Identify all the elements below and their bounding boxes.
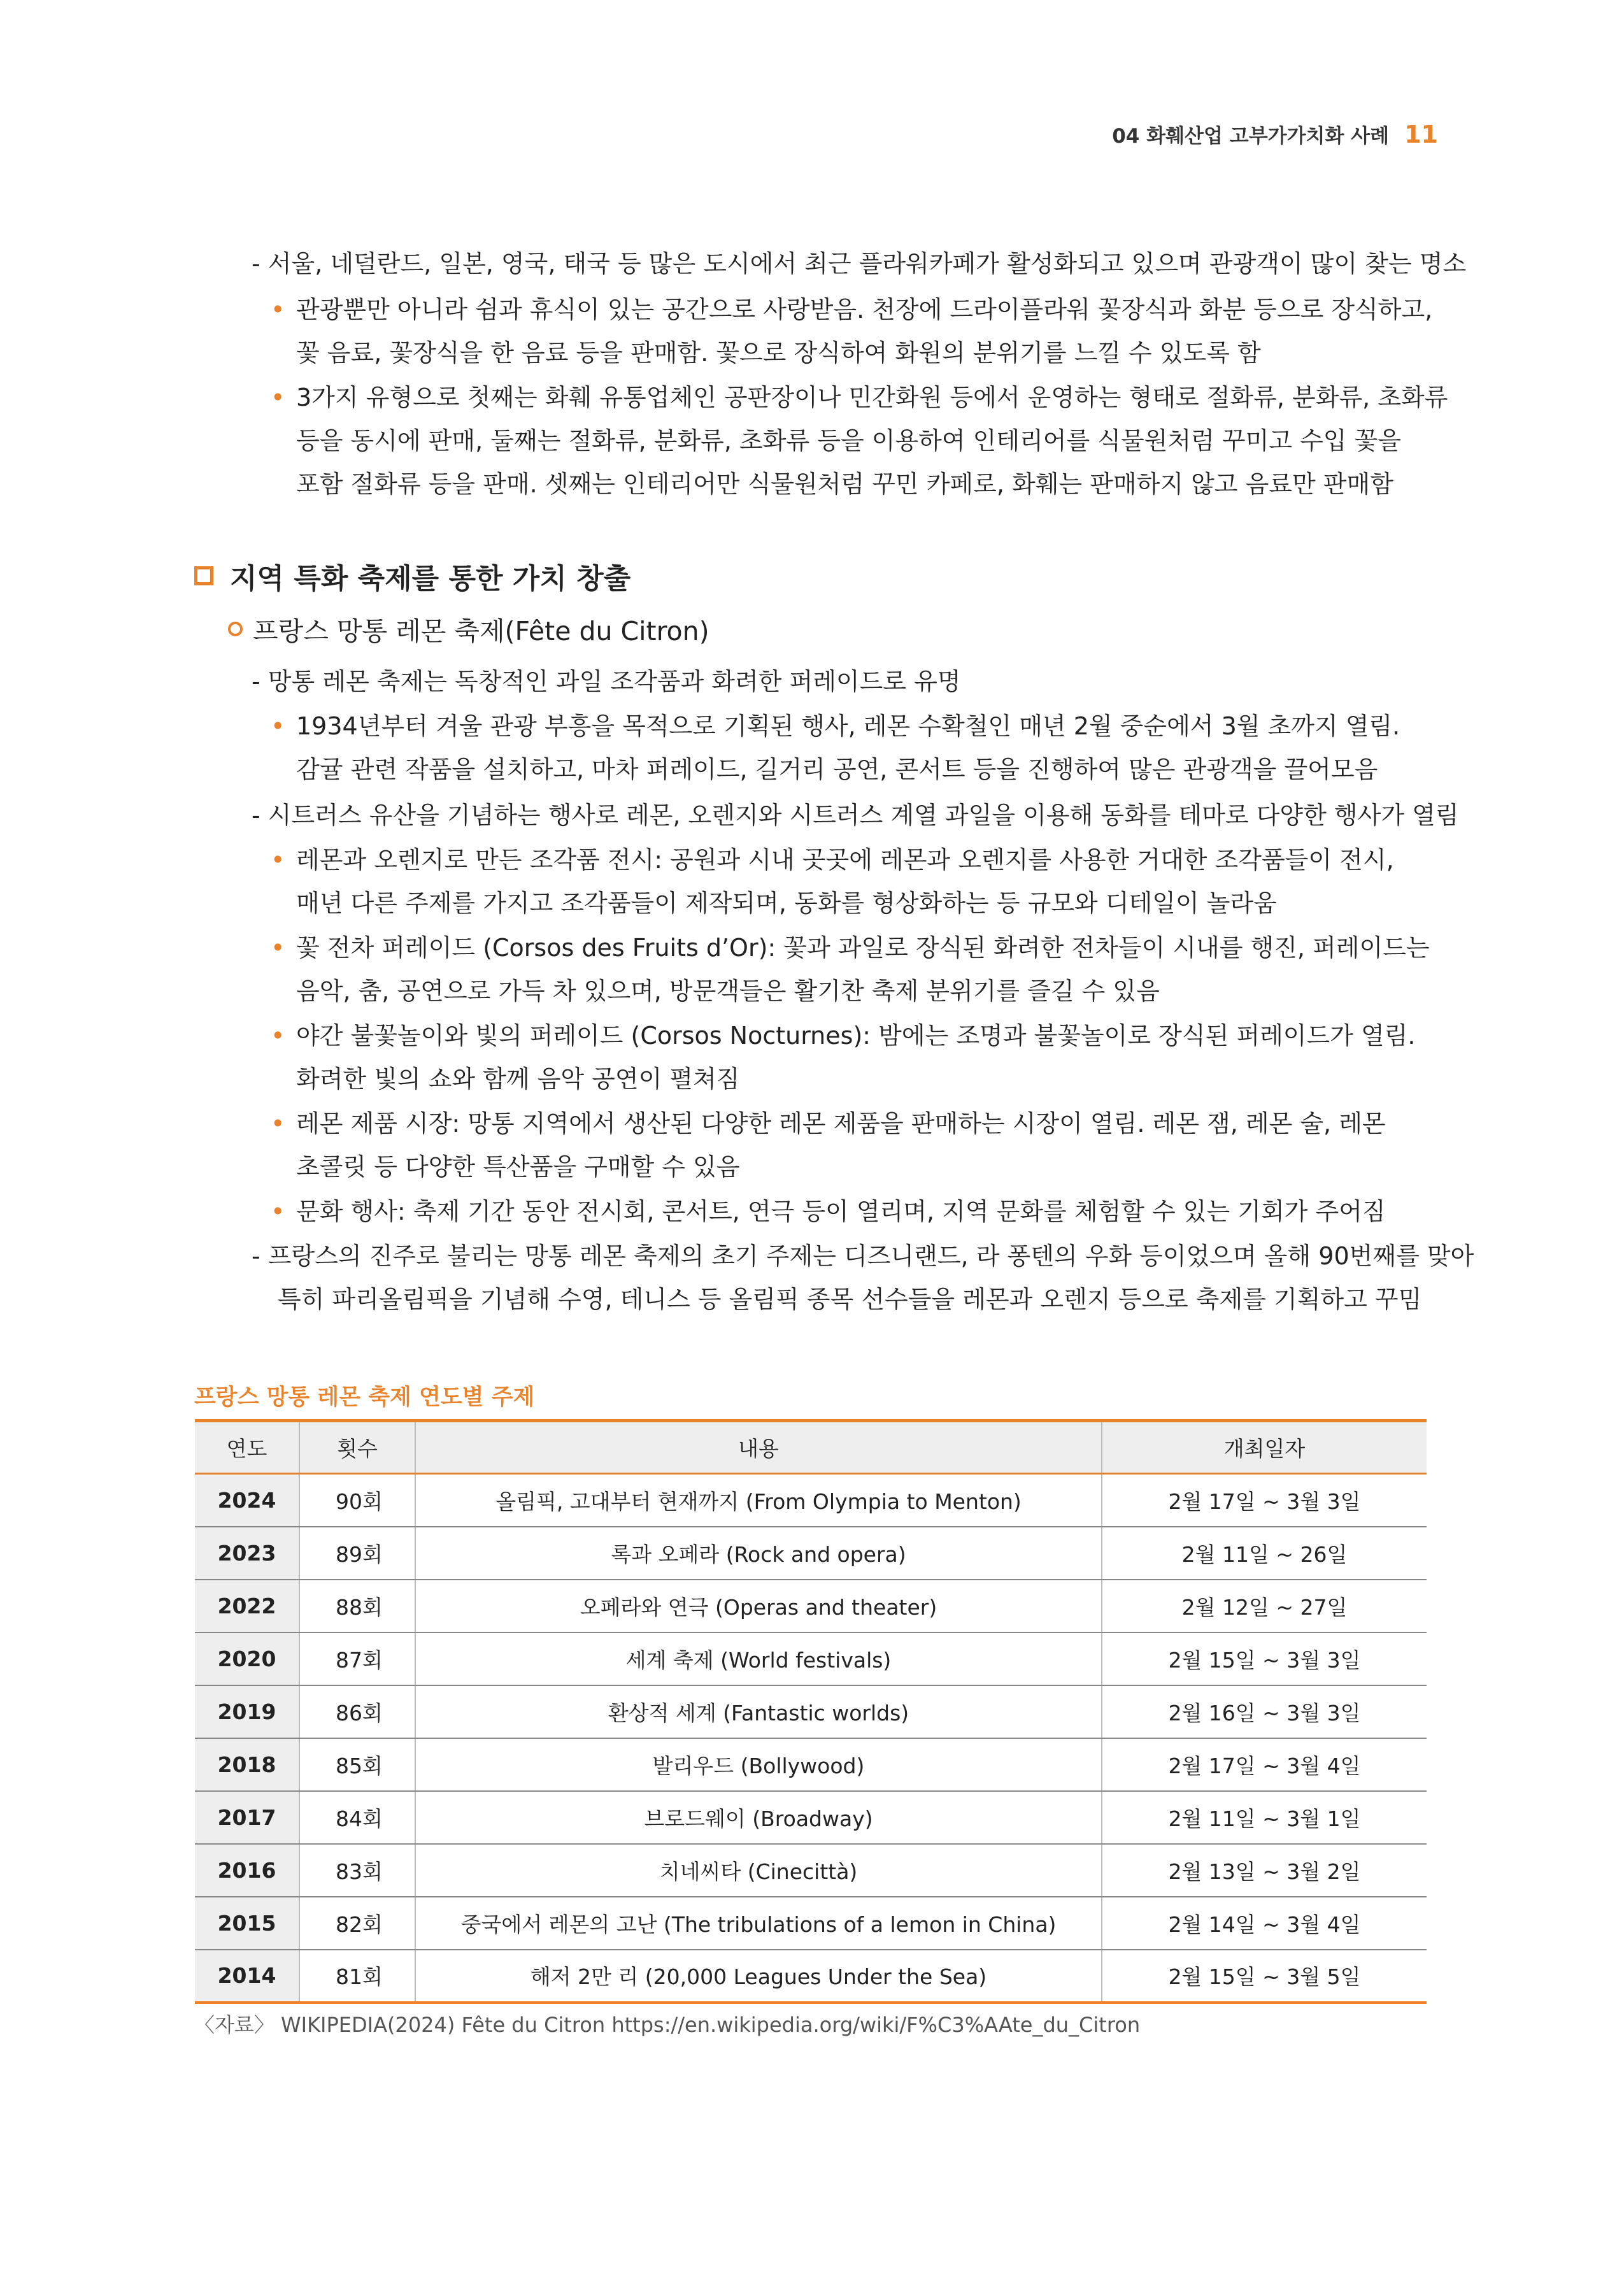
round-cell: 81회 [299,1950,415,2003]
content-cell: 환상적 세계 (Fantastic worlds) [415,1685,1102,1738]
round-cell: 87회 [299,1632,415,1685]
bullet-text: • 1934년부터 겨울 관광 부흥을 목적으로 기획된 행사, 레몬 수확철인 매년 2월 중순에서 3월 초까지 열림. [296,712,1400,740]
dates-cell: 2월 11일 ~ 3월 1일 [1102,1791,1427,1844]
bullet-text: • 문화 행사: 축제 기간 동안 전시회, 콘서트, 연극 등이 열리며, 지역 문화를 체험할 수 있는 기회가 주어짐 [296,1197,1386,1225]
header-title: 04 화훼산업 고부가가치화 사례 [1112,125,1390,148]
section-title: 지역 특화 축제를 통한 가치 창출 [230,562,631,595]
content-cell: 브로드웨이 (Broadway) [415,1791,1102,1844]
round-cell: 89회 [299,1527,415,1580]
intro-bullet-cont: 포함 절화류 등을 판매. 셋째는 인테리어만 식물원처럼 꾸민 카페로, 화훼는 판매하지 않고 음료만 판매함 [296,470,1393,498]
header-content: 내용 [415,1421,1102,1474]
intro-bullet [271,376,1448,419]
body-bullet [271,1190,1386,1233]
year-cell: 2023 [195,1527,299,1580]
round-cell: 90회 [299,1474,415,1527]
dates-cell: 2월 15일 ~ 3월 3일 [1102,1632,1427,1685]
body-dash-cont: 특히 파리올림픽을 기념해 수영, 테니스 등 올림픽 종목 선수들을 레몬과 오렌지 등으로 축제를 기획하고 꾸밈 [278,1285,1422,1313]
content-cell: 치네씨타 (Cinecittà) [415,1844,1102,1897]
year-cell: 2022 [195,1580,299,1632]
body-bullet [271,926,1430,969]
content-cell: 발리우드 (Bollywood) [415,1738,1102,1791]
year-cell: 2017 [195,1791,299,1844]
content-cell: 오페라와 연극 (Operas and theater) [415,1580,1102,1632]
table-row [195,1685,1427,1738]
body-bullet [271,1102,1386,1145]
table-source: 〈자료〉 WIKIPEDIA(2024) Fête du Citron https://en.wikipedia.org/wiki/F%C3%AAte_du_Citron [194,2013,1141,2037]
circle-bullet-icon [228,622,243,636]
bullet-text: • 야간 불꽃놀이와 빛의 퍼레이드 (Corsos Nocturnes): 밤에는 조명과 불꽃놀이로 장식된 퍼레이드가 열림. [296,1022,1416,1050]
body-bullet-cont: 감귤 관련 작품을 설치하고, 마차 퍼레이드, 길거리 공연, 콘서트 등을 진행하여 많은 관광객을 끌어모음 [296,755,1378,783]
table-row [195,1527,1427,1580]
table-row [195,1474,1427,1527]
content-cell: 올림픽, 고대부터 현재까지 (From Olympia to Menton) [415,1474,1102,1527]
intro-bullet-cont: 꽃 음료, 꽃장식을 한 음료 등을 판매함. 꽃으로 장식하여 화원의 분위기를 느낄 수 있도록 함 [296,339,1261,367]
content-cell: 록과 오페라 (Rock and opera) [415,1527,1102,1580]
year-cell: 2015 [195,1897,299,1950]
body-bullet-cont: 음악, 춤, 공연으로 가득 차 있으며, 방문객들은 활기찬 축제 분위기를 즐길 수 있음 [296,977,1160,1005]
dates-cell: 2월 17일 ~ 3월 4일 [1102,1738,1427,1791]
body-bullet [271,838,1394,882]
year-cell: 2018 [195,1738,299,1791]
year-cell: 2016 [195,1844,299,1897]
bullet-text: • 레몬과 오렌지로 만든 조각품 전시: 공원과 시내 곳곳에 레몬과 오렌지를 사용한 거대한 조각품들이 전시, [296,846,1394,874]
content-cell: 중국에서 레몬의 고난 (The tribulations of a lemon in China) [415,1897,1102,1950]
round-cell: 85회 [299,1738,415,1791]
round-cell: 82회 [299,1897,415,1950]
body-bullet [271,704,1400,748]
section-heading [194,555,630,596]
page-header [1112,120,1438,148]
body-dash: - 망통 레몬 축제는 독창적인 과일 조각품과 화려한 퍼레이드로 유명 [252,668,961,696]
year-cell: 2019 [195,1685,299,1738]
bullet-text: • 꽃 전차 퍼레이드 (Corsos des Fruits d’Or): 꽃과 과일로 장식된 화려한 전차들이 시내를 행진, 퍼레이드는 [296,934,1430,962]
year-cell: 2014 [195,1950,299,2003]
round-cell: 83회 [299,1844,415,1897]
dates-cell: 2월 14일 ~ 3월 4일 [1102,1897,1427,1950]
body-bullet-cont: 화려한 빛의 쇼와 함께 음악 공연이 펼쳐짐 [296,1065,740,1093]
intro-dash: - 서울, 네덜란드, 일본, 영국, 태국 등 많은 도시에서 최근 플라워카페가 활성화되고 있으며 관광객이 많이 찾는 명소 [252,250,1467,278]
dates-cell: 2월 16일 ~ 3월 3일 [1102,1685,1427,1738]
table-header-row [195,1421,1427,1474]
body-bullet-cont: 초콜릿 등 다양한 특산품을 구매할 수 있음 [296,1153,740,1181]
bullet-text: • 관광뿐만 아니라 쉼과 휴식이 있는 공간으로 사랑받음. 천장에 드라이플라워 꽃장식과 화분 등으로 장식하고, [296,296,1433,324]
page-number: 11 [1404,120,1438,148]
square-bullet-icon [194,566,213,585]
table-row [195,1738,1427,1791]
dates-cell: 2월 15일 ~ 3월 5일 [1102,1950,1427,2003]
round-cell: 84회 [299,1791,415,1844]
dates-cell: 2월 13일 ~ 3월 2일 [1102,1844,1427,1897]
round-cell: 88회 [299,1580,415,1632]
festival-theme-table [195,1419,1427,2004]
table-row [195,1844,1427,1897]
header-round: 횟수 [299,1421,415,1474]
year-cell: 2020 [195,1632,299,1685]
content-cell: 세계 축제 (World festivals) [415,1632,1102,1685]
body-dash: - 시트러스 유산을 기념하는 행사로 레몬, 오렌지와 시트러스 계열 과일을 이용해 동화를 테마로 다양한 행사가 열림 [252,801,1459,829]
table-row [195,1632,1427,1685]
subsection-heading [228,610,709,648]
table-row [195,1580,1427,1632]
dates-cell: 2월 12일 ~ 27일 [1102,1580,1427,1632]
body-bullet-cont: 매년 다른 주제를 가지고 조각품들이 제작되며, 동화를 형상화하는 등 규모와 디테일이 놀라움 [296,889,1277,917]
table-row [195,1791,1427,1844]
header-year: 연도 [195,1421,299,1474]
table-row [195,1897,1427,1950]
body-bullet [271,1014,1416,1057]
year-cell: 2024 [195,1474,299,1527]
bullet-text: • 3가지 유형으로 첫째는 화훼 유통업체인 공판장이나 민간화원 등에서 운영하는 형태로 절화류, 분화류, 초화류 [296,383,1448,411]
table-row [195,1950,1427,2003]
bullet-text: • 레몬 제품 시장: 망통 지역에서 생산된 다양한 레몬 제품을 판매하는 시장이 열림. 레몬 잼, 레몬 술, 레몬 [296,1110,1386,1138]
table-title: 프랑스 망통 레몬 축제 연도별 주제 [194,1385,535,1410]
content-cell: 해저 2만 리 (20,000 Leagues Under the Sea) [415,1950,1102,2003]
header-dates: 개최일자 [1102,1421,1427,1474]
intro-bullet [271,288,1432,331]
dates-cell: 2월 17일 ~ 3월 3일 [1102,1474,1427,1527]
subsection-title: 프랑스 망통 레몬 축제(Fête du Citron) [253,616,709,646]
round-cell: 86회 [299,1685,415,1738]
dates-cell: 2월 11일 ~ 26일 [1102,1527,1427,1580]
body-dash: - 프랑스의 진주로 불리는 망통 레몬 축제의 초기 주제는 디즈니랜드, 라 퐁텐의 우화 등이었으며 올해 90번째를 맞아 [252,1242,1474,1270]
intro-bullet-cont: 등을 동시에 판매, 둘째는 절화류, 분화류, 초화류 등을 이용하여 인테리어를 식물원처럼 꾸미고 수입 꽃을 [296,427,1402,455]
